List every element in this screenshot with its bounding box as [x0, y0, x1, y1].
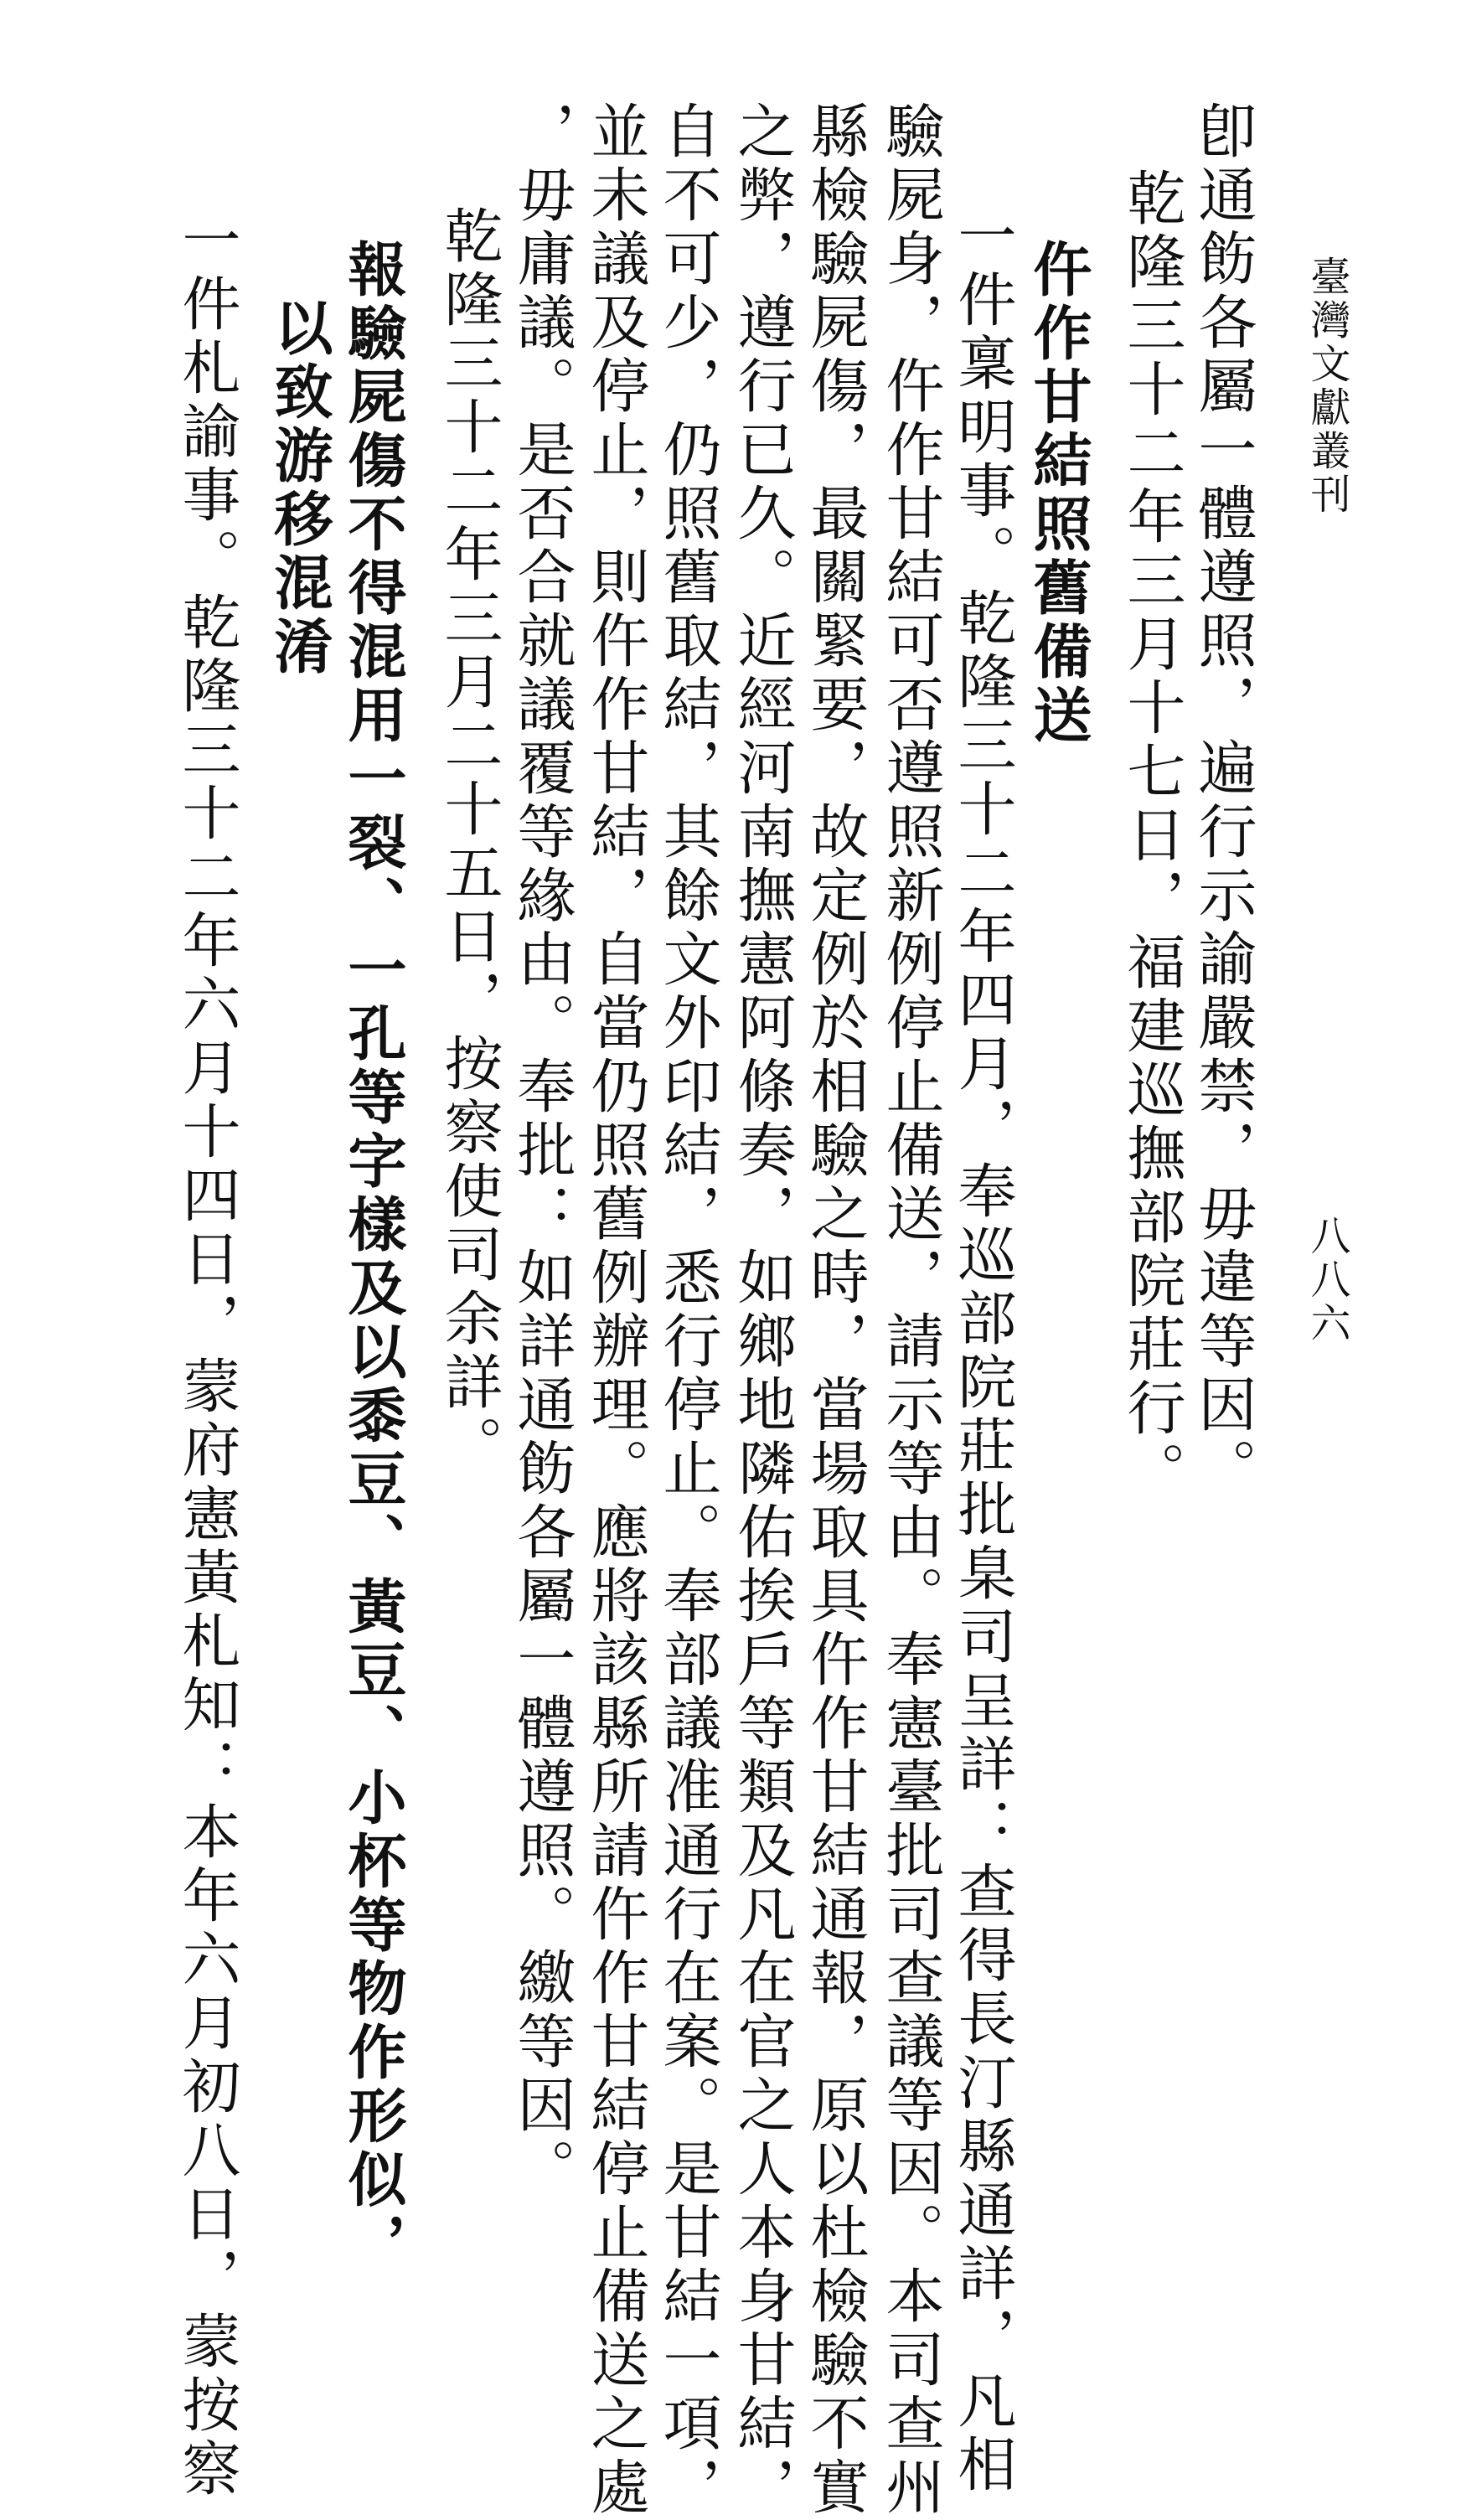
text-column-6: 縣檢驗屍傷，最關緊要，故定例於相驗之時，當場取具仵作甘結通報，原以杜檢驗不實: [801, 101, 870, 2520]
text-column-2: 乾隆三十二年三月十七日，福建巡撫部院莊行。: [1118, 168, 1186, 1505]
text-column-9: 並未議及停止，則仵作甘結，自當仍照舊例辦理。應將該縣所請仵作甘結停止備送之處: [581, 101, 650, 2520]
text-column-8: 自不可少，仍照舊取結，其餘文外印結，悉行停止。奉部議准通行在案。是甘結一項，: [653, 101, 722, 2520]
section-heading: 仵作甘結照舊備送: [1024, 239, 1092, 748]
heading-line-1: 報驗屍傷不得混用一裂、一孔等字樣及以黍豆、黃豆、小杯等物作形似，: [338, 239, 407, 2276]
heading-line-2: 以致游移混淆: [265, 297, 333, 679]
text-column-5: 驗屍身，仵作甘結可否遵照新例停止備送，請示等由。奉憲臺批司查議等因。本司查州: [876, 101, 945, 2520]
text-column-10: ，毋庸議。是否合就議覆等緣由。奉批：如詳通飭各屬一體遵照。繳等因。: [508, 101, 576, 2202]
text-column-4: 一件稟明事。乾隆三十二年四月，奉巡部院莊批臬司呈詳：查得長汀縣通詳，凡相: [948, 205, 1017, 2497]
text-column-11: 乾隆三十二年三月二十五日，按察使司余詳。: [435, 205, 503, 1479]
text-column-1: 卽通飭各屬一體遵照，遍行示諭嚴禁，毋違等因。: [1189, 101, 1257, 1501]
text-column-7: 之弊，遵行已久。近經河南撫憲阿條奏，如鄉地隣佑挨戶等類及凡在官之人本身甘結，: [728, 101, 797, 2520]
page-number: 八八六: [1304, 1215, 1350, 1345]
series-title: 臺灣文獻叢刊: [1304, 256, 1350, 517]
text-column-14: 一件札諭事。乾隆三十二年六月十四日，蒙府憲黃札知：本年六月初八日，蒙按察: [173, 209, 241, 2502]
